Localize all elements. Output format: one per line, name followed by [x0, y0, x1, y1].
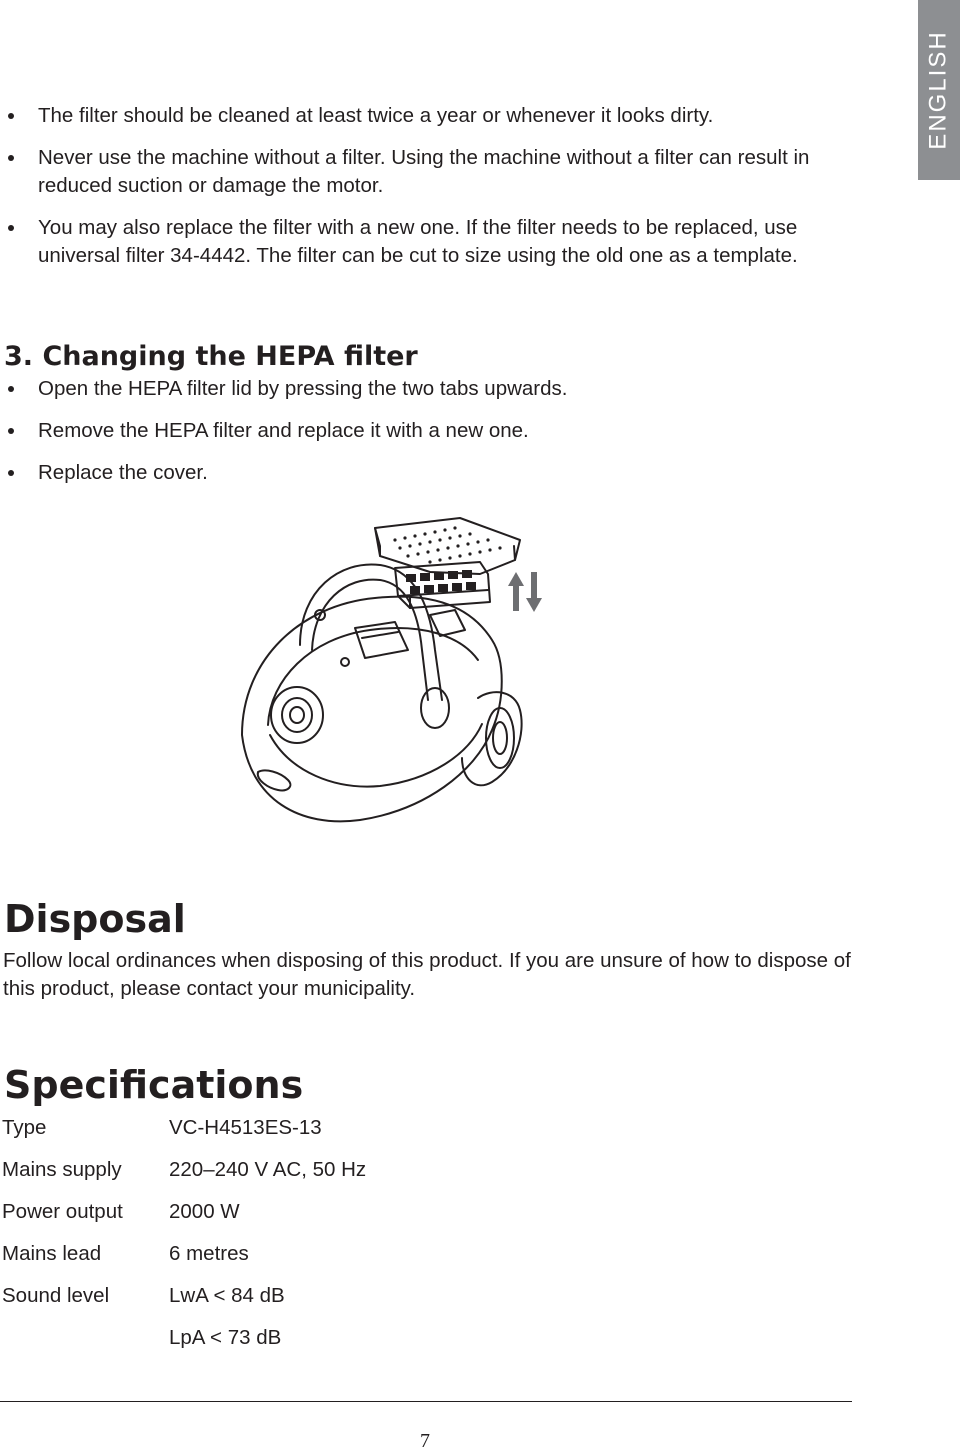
page-number: 7 — [420, 1430, 430, 1452]
hepa-lid-drawing — [375, 518, 520, 574]
list-item — [0, 214, 818, 270]
table-row — [2, 1324, 366, 1366]
hepa-section-heading: 3. Changing the HEPA filter — [4, 341, 418, 372]
list-item-text: Open the HEPA filter lid by pressing the two tabs upwards. — [38, 377, 568, 400]
bullet-icon — [8, 225, 14, 231]
disposal-heading: Disposal — [4, 897, 186, 941]
hose-inlet-drawing — [271, 687, 323, 743]
specifications-table — [2, 1114, 366, 1366]
spec-label — [2, 1324, 169, 1366]
bullet-icon — [8, 155, 14, 161]
filter-notes-list — [0, 102, 818, 284]
spec-value: 220–240 V AC, 50 Hz — [169, 1158, 367, 1181]
spec-value: LwA < 84 dB — [169, 1284, 285, 1307]
hepa-steps-list — [0, 375, 818, 501]
table-row — [2, 1156, 366, 1198]
spec-label: Sound level — [2, 1284, 110, 1307]
list-item-text: Remove the HEPA filter and replace it with a new one. — [38, 419, 529, 442]
bullet-icon — [8, 113, 14, 119]
table-row — [2, 1198, 366, 1240]
spec-label: Mains lead — [2, 1242, 102, 1265]
table-row — [2, 1114, 366, 1156]
lid-perforation-drawing — [393, 526, 501, 563]
bullet-icon — [8, 386, 14, 392]
bullet-icon — [8, 428, 14, 434]
list-item — [0, 459, 818, 487]
bullet-icon — [8, 470, 14, 476]
list-item — [0, 417, 818, 445]
handle-grip-drawing — [421, 688, 449, 728]
list-item — [0, 144, 818, 200]
list-item-text: The filter should be cleaned at least twice a year or whenever it looks dirty. — [38, 104, 714, 127]
handle-drawing — [300, 564, 442, 700]
list-item-text: Never use the machine without a filter. Using the machine without a filter can result in reduced suction or damage the motor. — [38, 146, 810, 197]
table-row — [2, 1282, 366, 1324]
vacuum-cleaner-illustration — [230, 510, 570, 840]
spec-value: 6 metres — [169, 1242, 249, 1265]
language-tab-label: ENGLISH — [925, 30, 952, 150]
language-tab — [918, 0, 960, 180]
hepa-filter-grid-drawing — [406, 570, 476, 594]
spec-label: Mains supply — [2, 1158, 122, 1181]
spec-value: 2000 W — [169, 1200, 240, 1223]
spec-value: VC-H4513ES-13 — [169, 1116, 322, 1139]
list-item — [0, 375, 818, 403]
spec-label: Power output — [2, 1200, 123, 1223]
footer-divider — [0, 1401, 852, 1402]
specifications-heading: Specifications — [4, 1063, 304, 1107]
spec-label: Type — [2, 1116, 47, 1139]
spec-value: LpA < 73 dB — [169, 1326, 282, 1349]
disposal-text: Follow local ordinances when disposing of this product. If you are unsure of how to dispose of this product, please contact your municipality. — [3, 949, 851, 1000]
list-item-text: You may also replace the filter with a new one. If the filter needs to be replaced, use universal filter 34-4442. The filter can be cut to size using the old one as a template. — [38, 216, 798, 267]
list-item-text: Replace the cover. — [38, 461, 208, 484]
table-row — [2, 1240, 366, 1282]
list-item — [0, 102, 818, 130]
rear-wheel-drawing — [462, 692, 522, 785]
up-down-arrows-icon — [508, 572, 542, 612]
